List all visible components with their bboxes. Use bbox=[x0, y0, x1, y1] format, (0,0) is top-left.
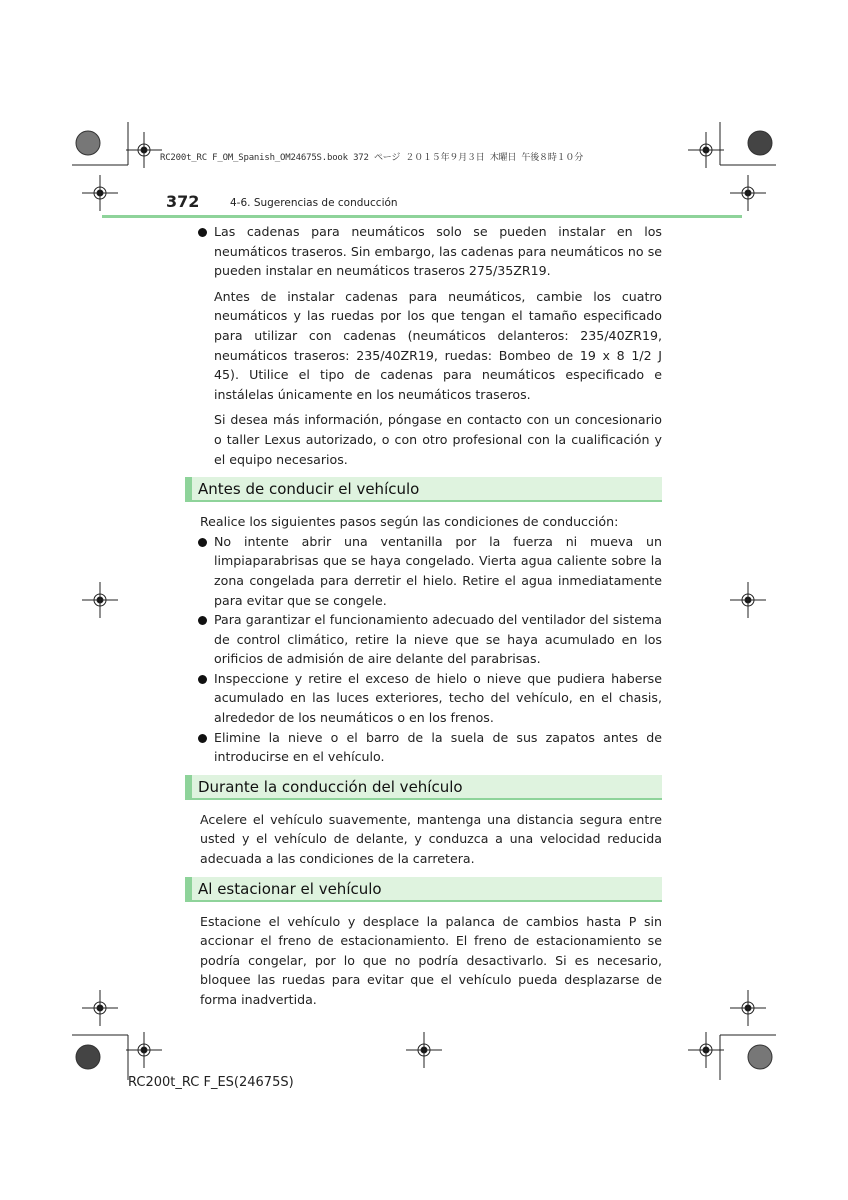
section-body: Acelere el vehículo suavemente, mantenga una distancia segura entre usted y el vehículo de delante, y conduzca a una velocidad reducida adecuada a las condiciones de la carretera. bbox=[200, 811, 662, 867]
header-rule bbox=[102, 215, 742, 218]
breadcrumb: 4-6. Sugerencias de conducción bbox=[230, 197, 398, 209]
paragraph: Antes de instalar cadenas para neumáticos, cambie los cuatro neumáticos y las ruedas por los que tengan el tamaño especificado para utilizar con cadenas (neumáticos delanteros: 235/40ZR19, neumáticos traseros: 235/40ZR19, ruedas: Bombeo de 19 x 8 1/2 J 45). Utilice el tipo de cadenas para neumáticos especificado e instálelas únicamente en los neumáticos traseros. bbox=[214, 288, 662, 402]
paragraph: Si desea más información, póngase en contacto con un concesionario o taller Lexus autorizado, o con otro profesional con la cualificación y el equipo necesarios. bbox=[214, 412, 662, 467]
bullet-item: Las cadenas para neumáticos solo se pueden instalar en los neumáticos traseros. Sin embargo, las cadenas para neumáticos no se pueden instalar en neumáticos traseros 275/35ZR19. bbox=[197, 222, 662, 281]
page-number: 372 bbox=[166, 192, 200, 211]
bullet-item: No intente abrir una ventanilla por la fuerza ni mueva un limpiaparabrisas que se haya congelado. Vierta agua caliente sobre la zona congelada para derretir el hielo. Retire el agua inmediatamente para evitar que se congele. bbox=[197, 532, 662, 610]
section-heading: Durante la conducción del vehículo bbox=[185, 775, 662, 800]
section-heading: Al estacionar el vehículo bbox=[185, 877, 662, 902]
section-body: Estacione el vehículo y desplace la palanca de cambios hasta P sin accionar el freno de estacionamiento. El freno de estacionamiento se podría congelar, por lo que no podría desactivarlo. Si es necesario, bloquee las ruedas para evitar que el vehículo pueda desplazarse de forma inadvertida. bbox=[200, 913, 662, 1007]
section-heading: Antes de conducir el vehículo bbox=[185, 477, 662, 502]
print-metadata: RC200t_RC F_OM_Spanish_OM24675S.book 372 ページ ２０１５年９月３日 木曜日 午後８時１０分 bbox=[160, 153, 584, 163]
bullet-item: Para garantizar el funcionamiento adecuado del ventilador del sistema de control climático, retire la nieve que se haya acumulado en los orificios de admisión de aire delante del parabrisas. bbox=[197, 610, 662, 669]
bullet-item: Elimine la nieve o el barro de la suela de sus zapatos antes de introducirse en el vehículo. bbox=[197, 728, 662, 767]
bullet-item: Inspeccione y retire el exceso de hielo o nieve que pudiera haberse acumulado en las luces exteriores, techo del vehículo, en el chasis, alrededor de los neumáticos o en los frenos. bbox=[197, 669, 662, 728]
section-lead: Realice los siguientes pasos según las condiciones de conducción: bbox=[200, 514, 619, 530]
main-content bbox=[197, 222, 662, 1016]
footer-code: RC200t_RC F_ES(24675S) bbox=[128, 1075, 294, 1090]
